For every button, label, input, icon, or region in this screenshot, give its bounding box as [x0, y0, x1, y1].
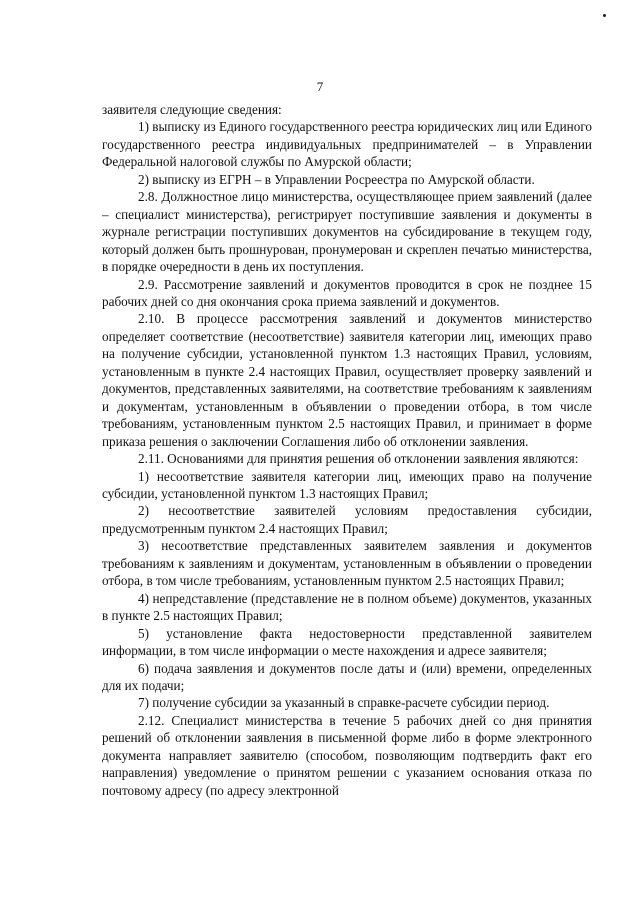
paragraph: 3) несоответствие представленных заявителем заявления и документов требованиям к заявлениям и документам, установленным в объявлении о проведении отбора, в том числе требованиям, установленным пунктом 2.5 настоящих Правил;: [102, 538, 592, 589]
paragraph: заявителя следующие сведения:: [102, 102, 282, 117]
paragraph: 2) несоответствие заявителей условиям предоставления субсидии, предусмотренным пунктом 2.4 настоящих Правил;: [102, 503, 592, 536]
paragraph: 5) установление факта недостоверности представленной заявителем информации, в том числе информации о месте нахождения и адресе заявителя;: [102, 625, 592, 659]
paragraph: 2.9. Рассмотрение заявлений и документов проводится в срок не позднее 15 рабочих дней со дня окончания срока приема заявлений и документов.: [102, 276, 592, 309]
paragraph: 6) подача заявления и документов после даты и (или) времени, определенных для их подачи;: [102, 660, 592, 693]
paragraph: 2.11. Основаниями для принятия решения об отклонении заявления являются:: [138, 451, 579, 467]
paragraph: 2.12. Специалист министерства в течение 5 рабочих дней со дня принятия решений об отклонении заявления в письменной форме либо в форме электронного документа направляет заявителю (способом, позволяющим подтвердить факт его направления) уведомление о принятом решении с указанием основания отказа по почтовому адресу (по адресу электронной: [102, 712, 592, 798]
page-number: 7: [316, 79, 324, 94]
document-body: [102, 101, 592, 799]
paragraph: 2.10. В процессе рассмотрения заявлений и документов министерство определяет соответствие (несоответствие) заявителя категории лиц, имеющих право на получение субсидии, установленной пунктом 1.3 настоящих Правил, условиям, установленным в пункте 2.4 настоящих Правил, осуществляет проверку заявлений и документов, представленных заявителями, на соответствие требованиям к заявлениям и документам, установленным в объявлении о проведении отбора, в том числе требованиям, установленным пунктом 2.5 настоящих Правил, и принимает в форме приказа решения о заключении Соглашения либо об отклонении заявления.: [102, 311, 592, 449]
scan-speck: [603, 14, 606, 17]
paragraph: 2.8. Должностное лицо министерства, осуществляющее прием заявлений (далее – специалист министерства), регистрирует поступившие заявления и документы в журнале регистрации поступивших документов на субсидирование в текущем году, который должен быть прошнурован, пронумерован и скреплен печатью министерства, в порядке очередности в день их поступления.: [102, 189, 592, 275]
paragraph: 2) выписку из ЕГРН – в Управлении Росреестра по Амурской области.: [138, 171, 535, 187]
paragraph: 1) несоответствие заявителя категории лиц, имеющих право на получение субсидии, установленной пунктом 1.3 настоящих Правил;: [102, 468, 592, 501]
paragraph: 1) выписку из Единого государственного реестра юридических лиц или Единого государственного реестра индивидуальных предпринимателей – в Управлении Федеральной налоговой службы по Амурской области;: [102, 119, 592, 170]
paragraph: 7) получение субсидии за указанный в справке-расчете субсидии период.: [138, 695, 550, 711]
paragraph: 4) непредставление (представление не в полном объеме) документов, указанных в пункте 2.5 настоящих Правил;: [102, 590, 592, 624]
